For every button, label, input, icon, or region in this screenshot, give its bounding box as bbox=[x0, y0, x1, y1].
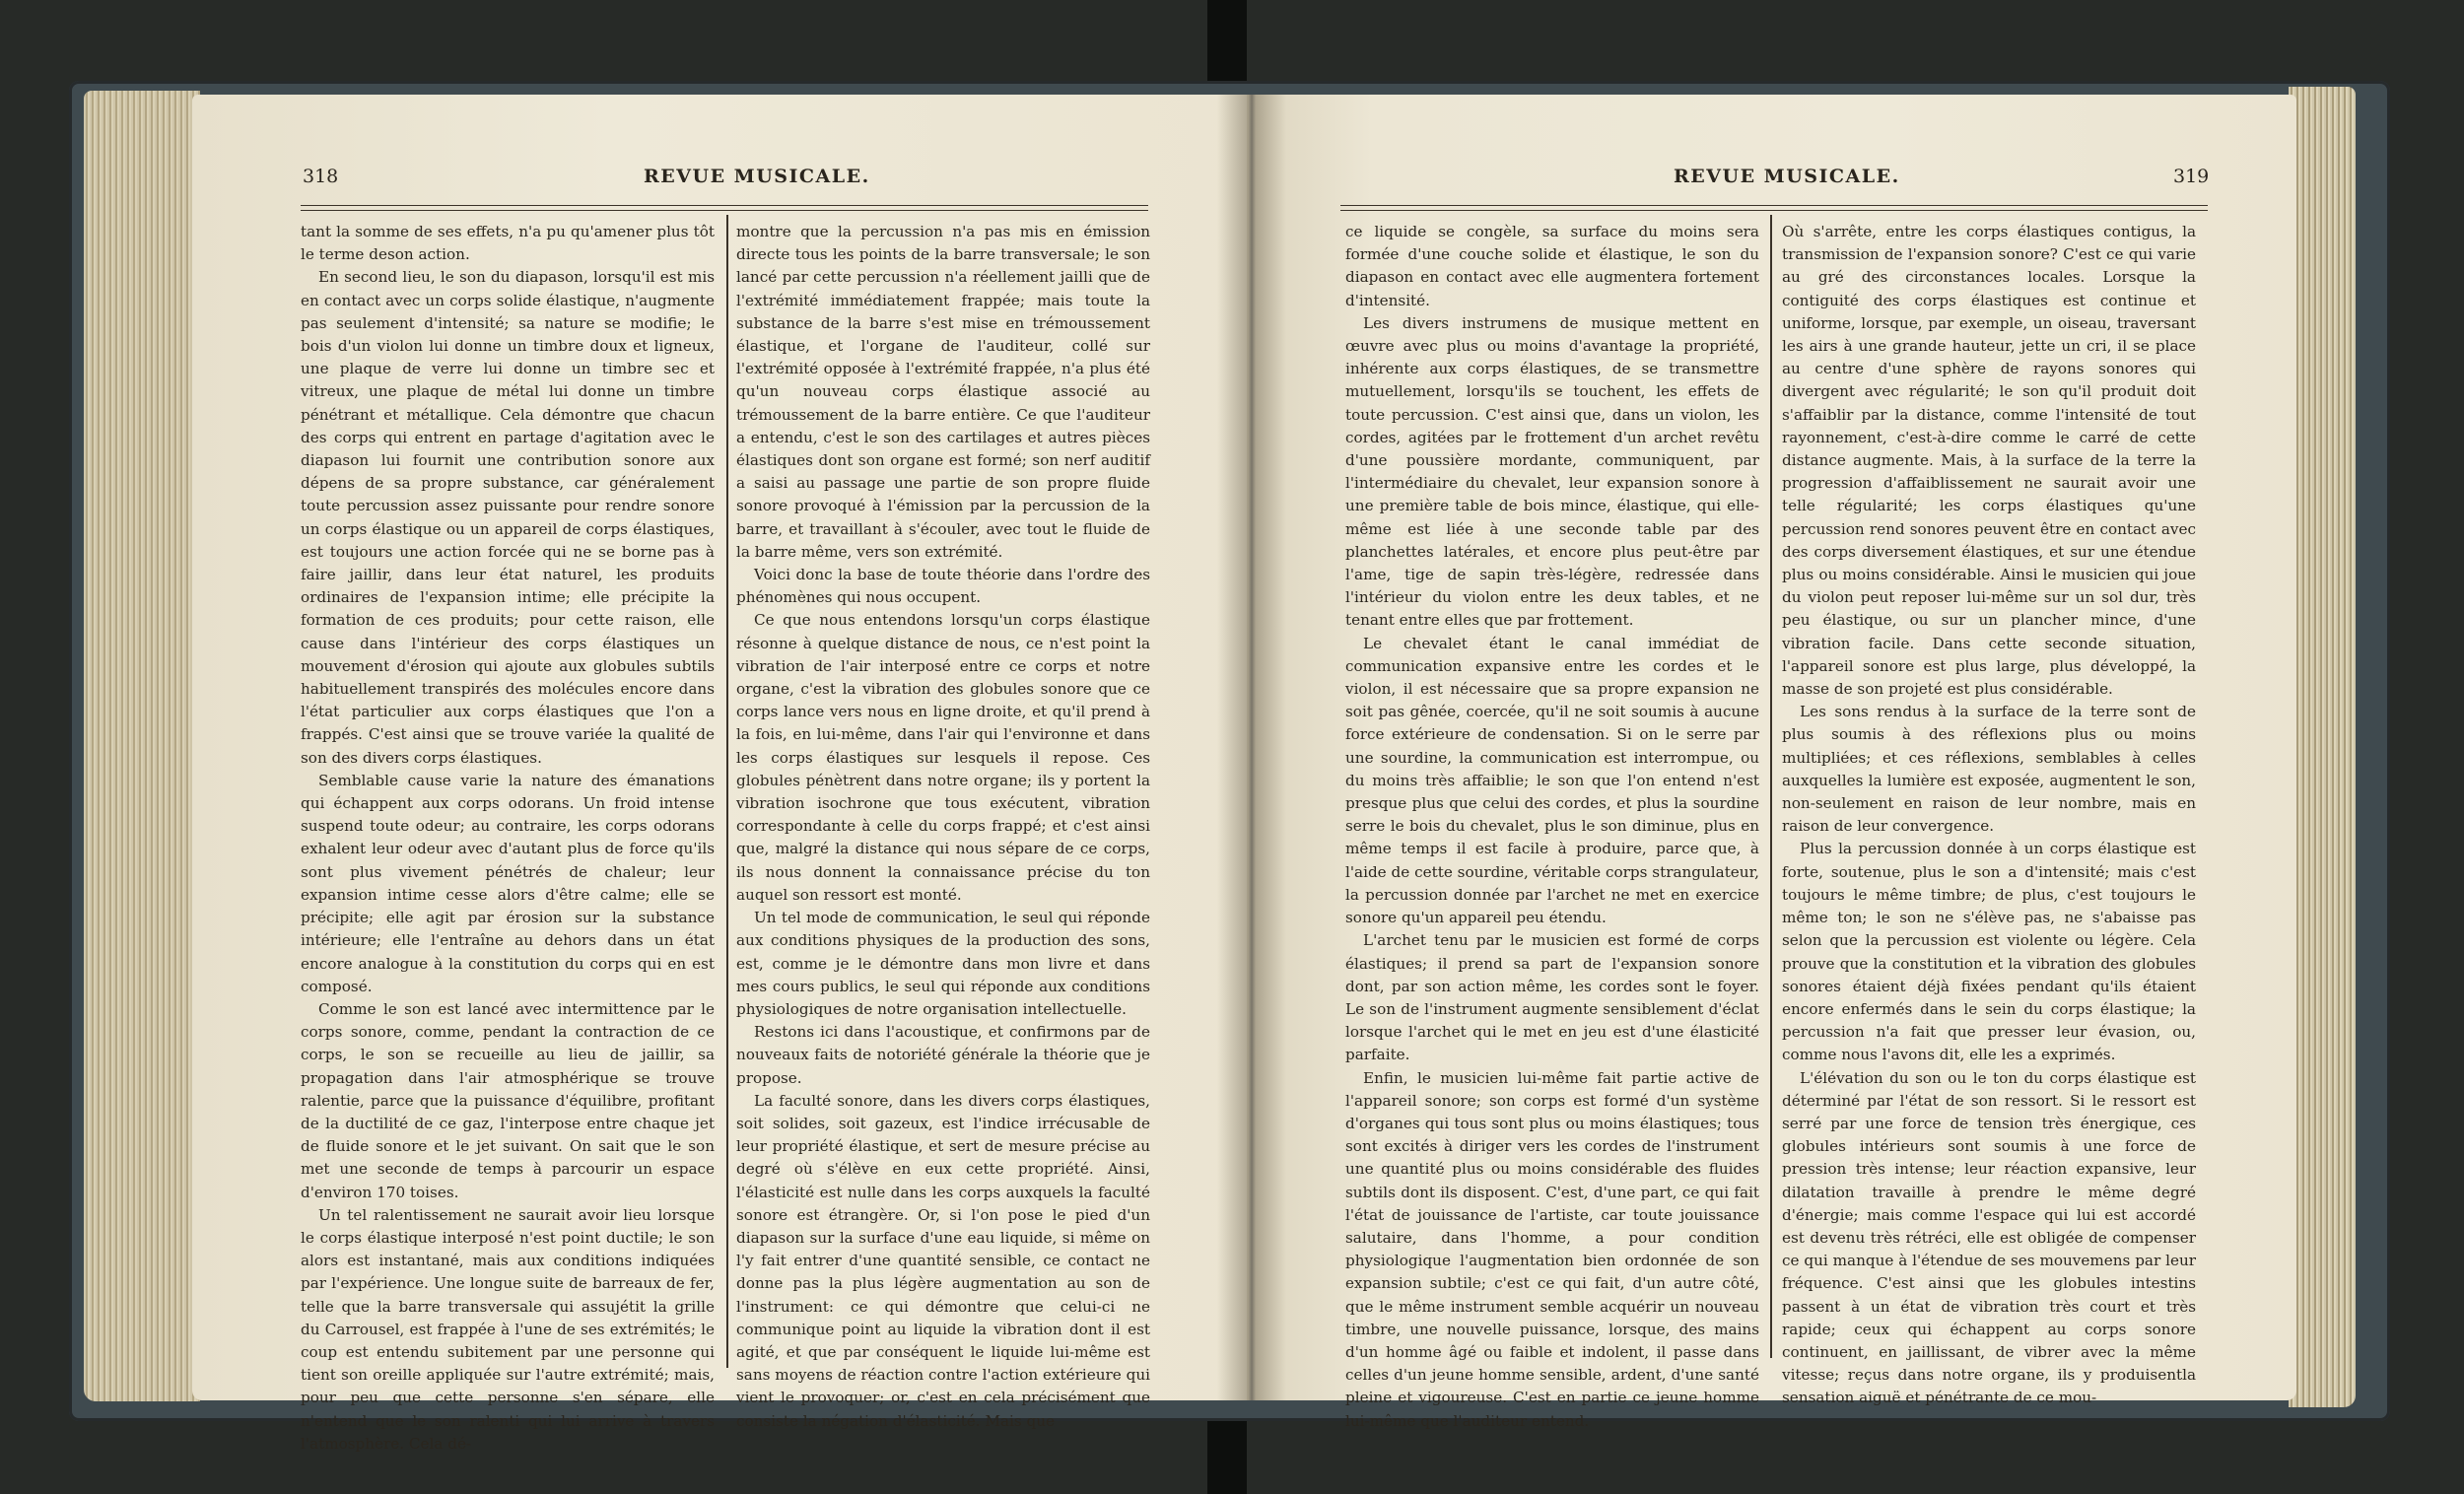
running-head: REVUE MUSICALE. bbox=[644, 166, 870, 187]
paragraph: La faculté sonore, dans les divers corps élastiques, soit solides, soit gazeux, est l'indice irrécusable de leur propriété élastique, et sert de mesure précise au degré où s'élève en eux cette propriété. Ainsi, l'élasticité est nulle dans les corps auxquels la faculté sonore est étrangère. Or, si l'on pose le pied d'un diapason sur la surface d'une eau liquide, si même on l'y fait entrer d'une quantité sensible, ce contact ne donne pas la plus légère augmentation au son de l'instrument: ce qui démontre que celui-ci ne communique point au liquide la vibration dont il est agité, et que par conséquent le liquide lui-même est sans moyens de réaction contre l'action extérieure qui vient le provoquer; or, c'est en cela précisément que consiste la négation d'élasticité. Mais que bbox=[736, 1091, 1150, 1430]
paragraph: L'archet tenu par le musicien est formé de corps élastiques; il prend sa part de l'expansion sonore dont, par son action même, les cordes sont le foyer. Le son de l'instrument augmente sensiblement d'éclat lorsque l'archet qui le met en jeu est d'une élasticité parfaite. bbox=[1345, 931, 1759, 1064]
paragraph: tant la somme de ses effets, n'a pu qu'amener plus tôt le terme deson action. bbox=[301, 223, 715, 264]
paragraph: Un tel ralentissement ne saurait avoir lieu lorsque le corps élastique interposé n'est point ductile; le son alors est instantané, mais aux conditions indiquées par l'expérience. Une longue suite de barreaux de fer, telle que la barre transversale qui assujétit la grille du Carrousel, est frappée à l'une de ses extrémités; le coup est entendu subitement par une personne qui tient son oreille appliquée sur l'autre extrémité; mais, pour peu que cette personne s'en sépare, elle n'entend que le son ralenti qui lui arrive à travers l'atmosphère. Cela dé- bbox=[301, 1205, 715, 1453]
paragraph: Plus la percussion donnée à un corps élastique est forte, soutenue, plus le son a d'intensité; mais c'est toujours le même timbre; de plus, c'est toujours le même ton; le son ne s'élève pas, ne s'abaisse pas selon que la percussion est violente ou légère. Cela prouve que la constitution et la vibration des globules sonores étaient déjà fixées pendant qu'ils étaient encore enfermés dans le sein du corps élastique; la percussion n'a fait que presser leur évasion, ou, comme nous l'avons dit, elle les a exprimés. bbox=[1782, 840, 2196, 1064]
paragraph: Voici donc la base de toute théorie dans l'ordre des phénomènes qui nous occupent. bbox=[736, 566, 1150, 607]
paragraph: En second lieu, le son du diapason, lorsqu'il est mis en contact avec un corps solide élastique, n'augmente pas seulement d'intensité; sa nature se modifie; le bois d'un violon lui donne un timbre doux et ligneux, une plaque de verre lui donne un timbre sec et vitreux, une plaque de métal lui donne un timbre pénétrant et métallique. Cela démontre que chacun des corps qui entrent en partage d'agitation avec le diapason lui fournit une contribution sonore aux dépens de sa propre substance, car généralement toute percussion assez puissante pour rendre sonore un corps élastique ou un appareil de corps élastiques, est toujours une action forcée qui ne se borne pas à faire jaillir, dans leur état naturel, les produits ordinaires de l'expansion intime; elle précipite la formation de ces produits; pour cette raison, elle cause dans l'intérieur des corps élastiques un mouvement d'érosion qui ajoute aux globules subtils habituellement transpirés des molécules encore dans l'état particulier aux corps élastiques que l'on a frappés. C'est ainsi que se trouve variée la qualité de son des divers corps élastiques. bbox=[301, 268, 715, 767]
paragraph: ce liquide se congèle, sa surface du moins sera formée d'une couche solide et élastique, le son du diapason en contact avec elle augmentera fortement d'intensité. bbox=[1345, 223, 1759, 309]
paragraph: montre que la percussion n'a pas mis en émission directe tous les points de la barre transversale; le son lancé par cette percussion n'a réellement jailli que de l'extrémité immédiatement frappée; mais toute la substance de la barre s'est mise en trémoussement élastique, et l'organe de l'auditeur, collé sur l'extrémité opposée à l'extrémité frappée, n'a plus été qu'un nouveau corps élastique associé au trémoussement de la barre entière. Ce que l'auditeur a entendu, c'est le son des cartilages et autres pièces élastiques dont son organe est formé; son nerf auditif a saisi au passage une partie de son propre fluide sonore provoqué à l'émission par la percussion de la barre, et travaillant à s'écouler, avec tout le fluide de la barre même, vers son extrémité. bbox=[736, 223, 1150, 561]
paragraph: Enfin, le musicien lui-même fait partie active de l'appareil sonore; son corps est formé d'un système d'organes qui tous sont plus ou moins élastiques; tous sont excités à diriger vers les cordes de l'instrument une quantité plus ou moins considérable des fluides subtils dont ils disposent. C'est, d'une part, ce qui fait l'état de jouissance de l'artiste, car toute jouissance salutaire, dans l'homme, a pour condition physiologique l'augmentation bien ordonnée de son expansion subtile; c'est ce qui fait, d'un autre côté, que le même instrument semble acquérir un nouveau timbre, une nouvelle puissance, lorsque, des mains d'un homme âgé ou faible et indolent, il passe dans celles d'un jeune homme sensible, ardent, d'une santé pleine et vigoureuse. C'est en partie ce jeune homme lui-même que l'auditeur entend. bbox=[1345, 1068, 1759, 1430]
paragraph: Le chevalet étant le canal immédiat de communication expansive entre les cordes et le violon, il est nécessaire que sa propre expansion ne soit pas gênée, coercée, qu'il ne soit soumis à aucune force extérieure de condensation. Si on le serre par une sourdine, la communication est interrompue, ou du moins très affaiblie; le son que l'on entend n'est presque plus que celui des cordes, et plus la sourdine serre le bois du chevalet, plus le son diminue, plus en même temps il est facile à produire, parce que, à l'aide de cette sourdine, véritable corps strangulateur, la percussion donnée par l'archet ne met en exercice sonore qu'un appareil peu étendu. bbox=[1345, 634, 1759, 927]
paragraph: Où s'arrête, entre les corps élastiques contigus, la transmission de l'expansion sonore? C'est ce qui varie au gré des circonstances locales. Lorsque la contiguité des corps élastiques est continue et uniforme, lorsque, par exemple, un oiseau, traversant les airs à une grande hauteur, jette un cri, il se place au centre d'une sphère de rayons sonores qui divergent avec régularité; le son qu'il produit doit s'affaiblir par la distance, comme l'intensité de tout rayonnement, c'est-à-dire comme le carré de cette distance augmente. Mais, à la surface de la terre la progression d'affaiblissement ne saurait avoir une telle régularité; les corps élastiques qu'une percussion rend sonores peuvent être en contact avec des corps diversement élastiques, et sur une étendue plus ou moins considérable. Ainsi le musicien qui joue du violon peut reposer lui-même sur un sol dur, très peu élastique, ou sur un plancher mince, d'une vibration facile. Dans cette seconde situation, l'appareil sonore est plus large, plus développé, la masse de son projeté est plus considérable. bbox=[1782, 223, 2196, 699]
paragraph: L'élévation du son ou le ton du corps élastique est déterminé par l'état de son ressort. Si le ressort est serré par une force de tension très énergique, ces globules intérieurs sont soumis à une force de pression très intense; leur réaction expansive, leur dilatation travaille à prendre le même degré d'énergie; mais comme l'espace qui lui est accordé est devenu très rétréci, elle est obligée de compenser ce qui manque à l'étendue de ses mouvemens par leur fréquence. C'est ainsi que les globules intestins passent à un état de vibration très court et très rapide; ceux qui échappent au corps sonore continuent, en jaillissant, de vibrer avec la même vitesse; reçus dans notre organe, ils y produisentla sensation aiguë et pénétrante de ce mou- bbox=[1782, 1068, 2196, 1407]
paragraph: Restons ici dans l'acoustique, et confirmons par de nouveaux faits de notoriété générale la théorie que je propose. bbox=[736, 1023, 1150, 1087]
paragraph: Les sons rendus à la surface de la terre sont de plus soumis à des réflexions plus ou moins multipliées; et ces réflexions, semblables à celles auxquelles la lumière est exposée, augmentent le son, non-seulement en raison de leur nombre, mais en raison de leur convergence. bbox=[1782, 703, 2196, 836]
column-rule bbox=[1770, 215, 1772, 1358]
running-head: REVUE MUSICALE. bbox=[1674, 166, 1900, 187]
text-column-1 bbox=[1345, 221, 1759, 1433]
paragraph: Comme le son est lancé avec intermittence par le corps sonore, comme, pendant la contraction de ce corps, le son se recueille au lieu de jaillir, sa propagation dans l'air atmosphérique se trouve ralentie, parce que la puissance d'équilibre, profitant de la ductilité de ce gaz, l'interpose entre chaque jet de fluide sonore et le jet suivant. On sait que le son met une seconde de temps à parcourir un espace d'environ 170 toises. bbox=[301, 999, 715, 1201]
right-page-stack bbox=[2289, 87, 2356, 1407]
left-page-stack bbox=[84, 91, 200, 1401]
paragraph: Les divers instrumens de musique mettent en œuvre avec plus ou moins d'avantage la propriété, inhérente aux corps élastiques, de se transmettre mutuellement, lorsqu'ils se touchent, les effets de toute percussion. C'est ainsi que, dans un violon, les cordes, agitées par le frottement d'un archet revêtu d'une poussière mordante, communiquent, par l'intermédiaire du chevalet, leur expansion sonore à une première table de bois mince, élastique, qui elle-même est liée à une seconde table par des planchettes latérales, et encore plus peut-être par l'ame, tige de sapin très-légère, redressée dans l'intérieur du violon entre les deux tables, et ne tenant entre elles que par frottement. bbox=[1345, 313, 1759, 630]
text-column-1 bbox=[301, 221, 715, 1456]
header-rule bbox=[1340, 205, 2208, 211]
page-number: 319 bbox=[2173, 166, 2210, 187]
paragraph: Semblable cause varie la nature des émanations qui échappent aux corps odorans. Un froid intense suspend toute odeur; au contraire, les corps odorans exhalent leur odeur avec d'autant plus de force qu'ils sont plus vivement pénétrés de chaleur; leur expansion intime cesse alors d'être calme; elle se précipite; elle agit par érosion sur la substance intérieure; elle l'entraîne au dehors dans un état encore analogue à la constitution du corps qui en est composé. bbox=[301, 771, 715, 995]
paragraph: Ce que nous entendons lorsqu'un corps élastique résonne à quelque distance de nous, ce n'est point la vibration de l'air interposé entre ce corps et notre organe, c'est la vibration des globules sonore que ce corps lance vers nous en ligne droite, et qu'il prend à la fois, en lui-même, dans l'air qui l'environne et dans les corps élastiques sur lesquels il repose. Ces globules pénètrent dans notre organe; ils y portent la vibration isochrone que tous exécutent, vibration correspondante à celle du corps frappé; et c'est ainsi que, malgré la distance qui nous sépare de ce corps, ils nous donnent la connaissance précise du ton auquel son ressort est monté. bbox=[736, 611, 1150, 904]
right-page bbox=[1247, 95, 2296, 1430]
page-number: 318 bbox=[303, 166, 339, 187]
paragraph: Un tel mode de communication, le seul qui réponde aux conditions physiques de la production des sons, est, comme je le démontre dans mon livre et dans mes cours publics, le seul qui réponde aux conditions physiologiques de notre organisation intellectuelle. bbox=[736, 909, 1150, 1018]
header-rule bbox=[301, 205, 1148, 211]
text-column-2 bbox=[1782, 221, 2196, 1410]
book-gutter bbox=[1217, 95, 1286, 1400]
left-page bbox=[192, 95, 1252, 1453]
text-column-2 bbox=[736, 221, 1150, 1433]
column-rule bbox=[726, 215, 728, 1368]
